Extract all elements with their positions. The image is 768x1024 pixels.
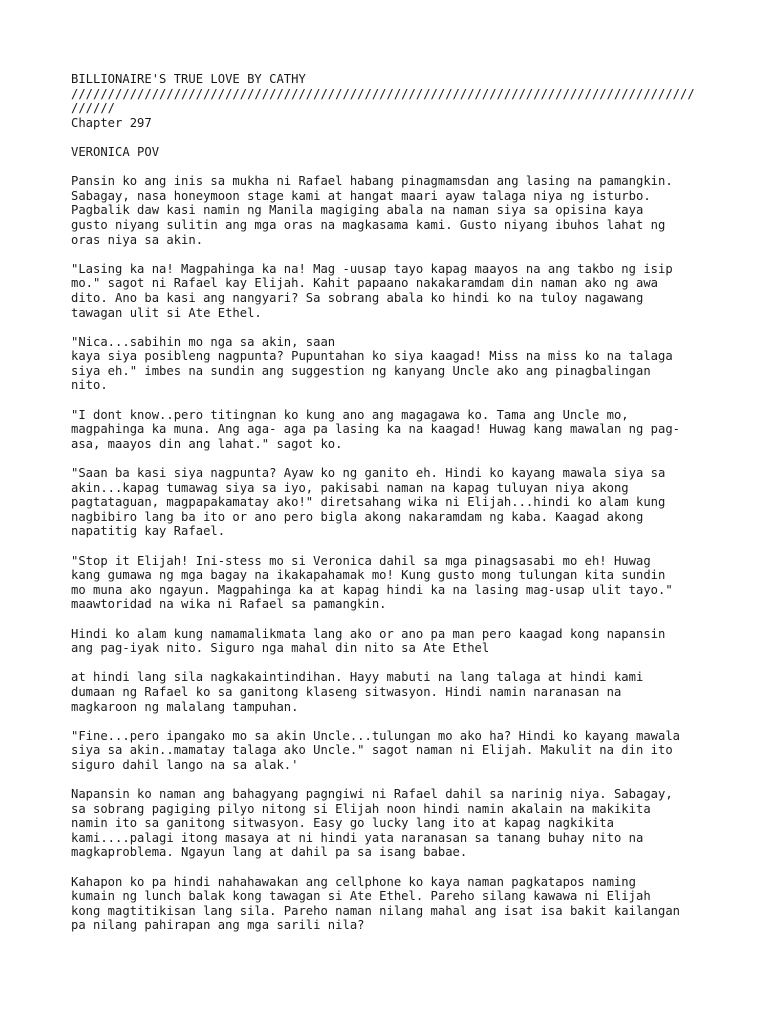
paragraph-line: dito. Ano ba kasi ang nangyari? Sa sobrang abala ko hindi ko na tuloy nagawang <box>71 290 644 305</box>
paragraph-line: nito. <box>71 378 108 393</box>
paragraph-line: Hindi ko alam kung namamalikmata lang ako or ano pa man pero kaagad kong napansin <box>71 626 666 641</box>
paragraph-line: maawtoridad na wika ni Rafael sa pamangkin. <box>71 597 387 612</box>
paragraph-line: Pansin ko ang inis sa mukha ni Rafael habang pinagmamsdan ang lasing na pamangkin. <box>71 174 673 189</box>
paragraph-line: napatitig kay Rafael. <box>71 524 226 539</box>
paragraph-line: siguro dahil lango na sa alak.' <box>71 757 299 772</box>
paragraph-line: magkaroon ng malalang tampuhan. <box>71 699 299 714</box>
paragraph-line: namin ito sa ganitong sitwasyon. Easy go lucky lang ito at kapag nagkikita <box>71 816 614 831</box>
paragraph-line: Kahapon ko pa hindi nahahawakan ang cellphone ko kaya naman pagkatapos naming <box>71 874 636 889</box>
paragraph <box>71 554 711 612</box>
paragraph-line: gusto niyang sulitin ang mga oras na magkasama kami. Gusto niyang ibuhos lahat ng <box>71 217 666 232</box>
paragraph-line: tawagan ulit si Ate Ethel. <box>71 305 262 320</box>
paragraph-line: siya eh." imbes na sundin ang suggestion ng kanyang Uncle ako ang pinagbalingan <box>71 363 651 378</box>
paragraph-line: sa sobrang pagiging pilyo nitong si Elijah noon hindi namin akalain na makikita <box>71 801 651 816</box>
paragraph-line: at hindi lang sila nagkakaintindihan. Hayy mabuti na lang talaga at hindi kami <box>71 670 644 685</box>
body-text <box>71 174 711 933</box>
paragraph <box>71 408 711 452</box>
paragraph <box>71 875 711 933</box>
paragraph-line: mo muna ako ngayun. Magpahinga ka at kapag hindi ka na lasing mag-usap ulit tayo." <box>71 582 673 597</box>
paragraph <box>71 174 711 247</box>
paragraph-line: kang gumawa ng mga bagay na ikakapahamak mo! Kung gusto mong tulungan kita sundin <box>71 568 666 583</box>
paragraph-line: pa nilang pahirapan ang mga sarili nila? <box>71 918 365 933</box>
divider-line-2: ////// <box>71 101 116 116</box>
paragraph-line: kami....palagi itong masaya at ni hindi yata naranasan sa tanang buhay nito na <box>71 830 644 845</box>
paragraph-line: pagtataguan, magpapakamatay ako!" diretsahang wika ni Elijah...hindi ko alam kung <box>71 495 666 510</box>
chapter-heading: Chapter 297 <box>71 115 152 130</box>
paragraph-line: "Stop it Elijah! Ini-stess mo si Veronica dahil sa mga pinagsasabi mo eh! Huwag <box>71 553 651 568</box>
paragraph-line: oras niya sa akin. <box>71 232 204 247</box>
paragraph-line: akin...kapag tumawag siya sa iyo, pakisabi naman na kapag tuluyan niya akong <box>71 480 629 495</box>
paragraph-line: kumain ng lunch balak kong tawagan si Ate Ethel. Pareho silang kawawa ni Elijah <box>71 889 651 904</box>
paragraph-line: "I dont know..pero titingnan ko kung ano ang magagawa ko. Tama ang Uncle mo, <box>71 407 629 422</box>
divider-line-1: ///////////////////////////////////////////////////////////////////////////////////// <box>71 86 695 101</box>
paragraph-line: "Fine...pero ipangako mo sa akin Uncle...tulungan mo ako ha? Hindi ko kayang mawala <box>71 728 681 743</box>
paragraph-line: asa, maayos din ang lahat." sagot ko. <box>71 436 343 451</box>
paragraph-line: magkaproblema. Ngayun lang at dahil pa sa isang babae. <box>71 845 468 860</box>
paragraph <box>71 262 711 320</box>
paragraph-line: kong magtitikisan lang sila. Pareho naman nilang mahal ang isat isa bakit kailangan <box>71 903 681 918</box>
paragraph-line: nagbibiro lang ba ito or ano pero bigla akong nakaramdam ng kaba. Kaagad akong <box>71 509 644 524</box>
document-page <box>71 72 711 948</box>
paragraph <box>71 670 711 714</box>
paragraph-line: ang pag-iyak nito. Siguro nga mahal din nito sa Ate Ethel <box>71 641 490 656</box>
paragraph <box>71 729 711 773</box>
book-title: BILLIONAIRE'S TRUE LOVE BY CATHY <box>71 72 306 86</box>
spacer <box>71 160 711 175</box>
paragraph-line: dumaan ng Rafael ko sa ganitong klaseng sitwasyon. Hindi namin naranasan na <box>71 684 622 699</box>
paragraph <box>71 335 711 393</box>
pov-heading: VERONICA POV <box>71 144 160 159</box>
paragraph-line: Napansin ko naman ang bahagyang pagngiwi ni Rafael dahil sa narinig niya. Sabagay, <box>71 787 673 802</box>
paragraph-line: Sabagay, nasa honeymoon stage kami at hangat maari ayaw talaga niya ng isturbo. <box>71 188 651 203</box>
paragraph <box>71 466 711 539</box>
paragraph-line: siya sa akin..mamatay talaga ako Uncle." sagot naman ni Elijah. Makulit na din ito <box>71 743 673 758</box>
paragraph <box>71 787 711 860</box>
paragraph <box>71 627 711 656</box>
paragraph-line: kaya siya posibleng nagpunta? Pupuntahan ko siya kaagad! Miss na miss ko na talaga <box>71 349 673 364</box>
paragraph-line: Pagbalik daw kasi namin ng Manila magiging abala na naman siya sa opisina kaya <box>71 203 644 218</box>
paragraph-line: "Lasing ka na! Magpahinga ka na! Mag -uusap tayo kapag maayos na ang takbo ng isip <box>71 261 673 276</box>
spacer <box>71 130 711 145</box>
paragraph-line: magpahinga ka muna. Ang aga- aga pa lasing ka na kaagad! Huwag kang mawalan ng pag- <box>71 422 681 437</box>
paragraph-line: mo." sagot ni Rafael kay Elijah. Kahit papaano nakakaramdam din naman ako ng awa <box>71 276 658 291</box>
paragraph-line: "Nica...sabihin mo nga sa akin, saan <box>71 334 336 349</box>
paragraph-line: "Saan ba kasi siya nagpunta? Ayaw ko ng ganito eh. Hindi ko kayang mawala siya sa <box>71 466 666 481</box>
